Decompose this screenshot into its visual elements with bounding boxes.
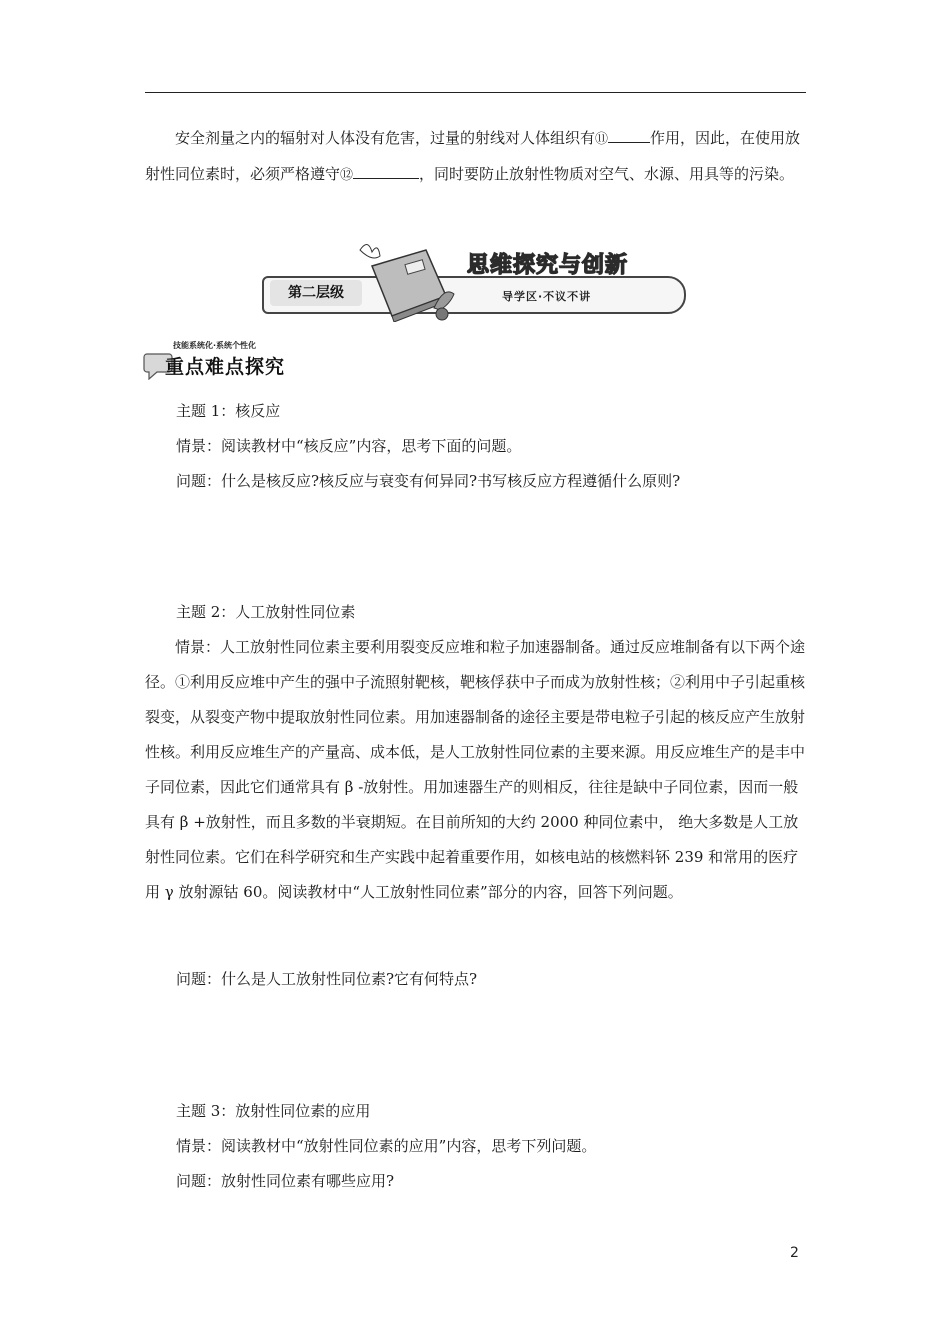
section-header	[143, 340, 343, 382]
topic-3-title: 主题 3：放射性同位素的应用	[176, 1102, 371, 1120]
circled-number-11: ⑪	[595, 132, 609, 147]
topic-3-question: 问题：放射性同位素有哪些应用?	[176, 1172, 395, 1190]
topic-2-scene: 情景：人工放射性同位素主要利用裂变反应堆和粒子加速器制备。通过反应堆制备有以下两个途径。①利用反应堆中产生的强中子流照射靶核，靶核俘获中子而成为放射性核；②利用中子引起重核裂变，从裂变产物中提取放射性同位素。用加速器制备的途径主要是带电粒子引起的核反应产生放射性核。利用反应堆生产的产量高、成本低，是人工放射性同位素的主要来源。用反应堆生产的是丰中子同位素，因此它们通常具有 β -放射性。用加速器生产的则相反，往往是缺中子同位素，因而一般具有 β +放射性，而且多数的半衰期短。在目前所知的大约 2000 种同位素中， 绝大多数是人工放射性同位素。它们在科学研究和生产实践中起着重要作用，如核电站的核燃料钚 239 和常用的医疗用 γ 放射源钴 60。阅读教材中“人工放射性同位素”部分的内容，回答下列问题。	[145, 638, 806, 901]
topic-1-scene: 情景：阅读教材中“核反应”内容，思考下面的问题。	[176, 437, 522, 455]
intro-text-1: 安全剂量之内的辐射对人体没有危害，过量的射线对人体组织有	[175, 129, 596, 147]
section-title: 重点难点探究	[165, 356, 286, 378]
topic-2-question: 问题：什么是人工放射性同位素?它有何特点?	[176, 970, 478, 988]
circled-number-12: ⑫	[340, 168, 354, 183]
intro-paragraph	[145, 121, 807, 193]
topic-2-title: 主题 2：人工放射性同位素	[176, 603, 356, 621]
topic-1-question: 问题：什么是核反应?核反应与衰变有何异同?书写核反应方程遵循什么原则?	[176, 472, 681, 490]
intro-text-3: ，同时要防止放射性物质对空气、水源、用具等的污染。	[419, 165, 795, 183]
section-tagline: 技能系统化·系统个性化	[173, 341, 257, 350]
intro-text-2: 作用，因此，在使用放射性同位素时，必须严格遵守	[145, 129, 801, 183]
banner-title: 思维探究与创新	[467, 253, 629, 278]
page-number: 2	[790, 1245, 799, 1261]
banner-subtitle: 导学区·不议不讲	[502, 290, 592, 303]
level-banner	[262, 228, 684, 320]
book-butterfly-icon	[354, 236, 464, 322]
header-rule	[145, 92, 806, 93]
topic-1-title: 主题 1：核反应	[176, 402, 281, 420]
blank-12	[353, 162, 419, 179]
blank-11	[608, 126, 650, 143]
topic-3-scene: 情景：阅读教材中“放射性同位素的应用”内容，思考下列问题。	[176, 1137, 597, 1155]
banner-level-label: 第二层级	[270, 280, 362, 306]
